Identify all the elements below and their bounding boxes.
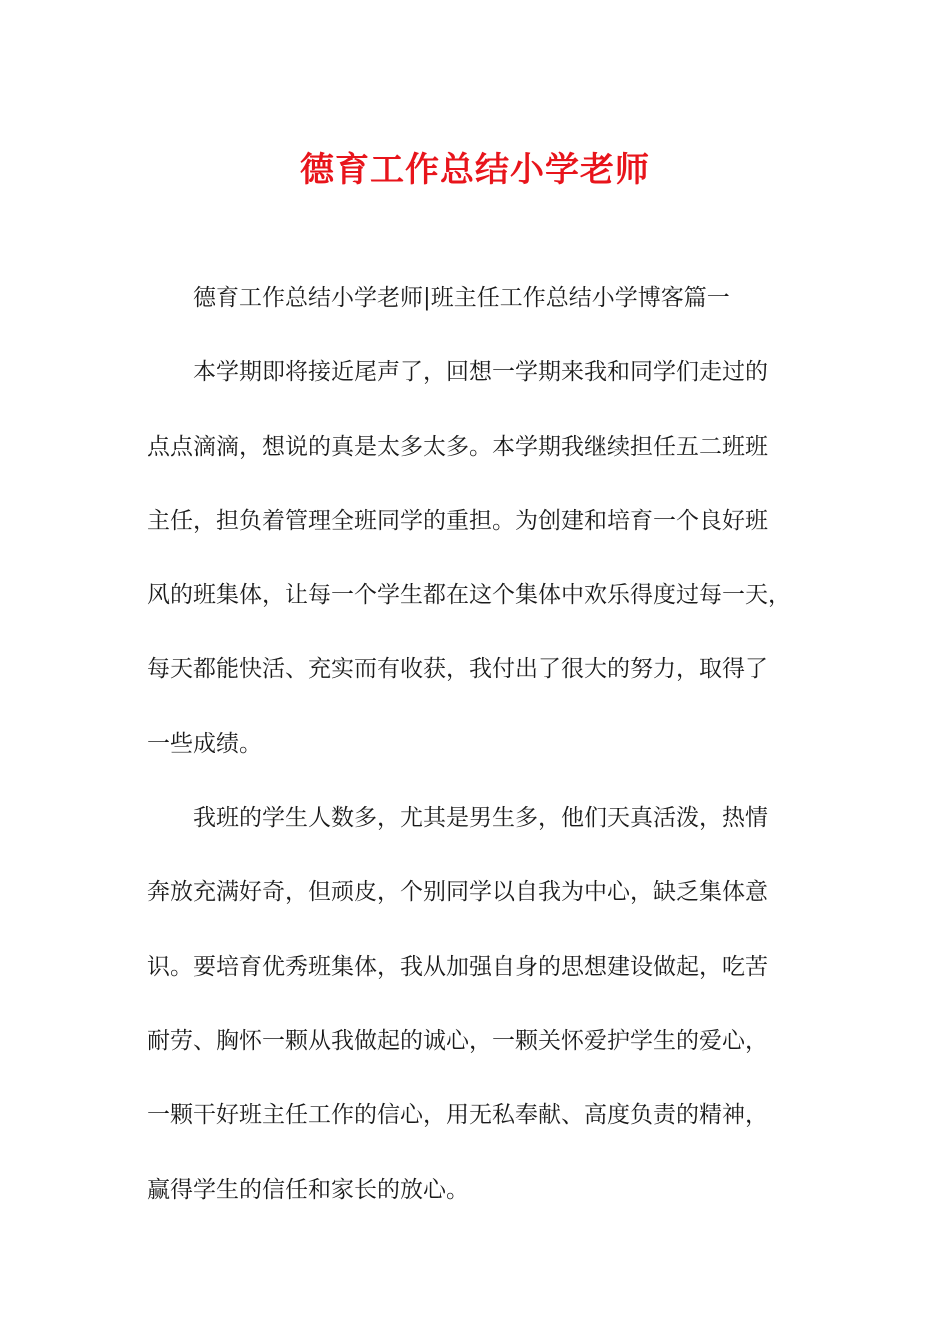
paragraph-line: 风的班集体，让每一个学生都在这个集体中欢乐得度过每一天，	[147, 582, 791, 609]
paragraph-line: 每天都能快活、充实而有收获，我付出了很大的努力，取得了	[147, 656, 768, 683]
paragraph-line: 点点滴滴，想说的真是太多太多。本学期我继续担任五二班班	[147, 433, 768, 460]
paragraph-line: 主任，担负着管理全班同学的重担。为创建和培育一个良好班	[147, 507, 768, 534]
paragraph-line: 赢得学生的信任和家长的放心。	[147, 1176, 469, 1203]
paragraph-line: 一颗干好班主任工作的信心，用无私奉献、高度负责的精神，	[147, 1102, 768, 1129]
document-title: 德育工作总结小学老师	[300, 150, 650, 190]
paragraph-line: 识。要培育优秀班集体，我从加强自身的思想建设做起，吃苦	[147, 953, 768, 980]
paragraph-line: 奔放充满好奇，但顽皮，个别同学以自我为中心，缺乏集体意	[147, 879, 768, 906]
subtitle-line: 德育工作总结小学老师|班主任工作总结小学博客篇一	[193, 285, 730, 311]
paragraph-line: 耐劳、胸怀一颗从我做起的诚心，一颗关怀爱护学生的爱心，	[147, 1027, 768, 1054]
paragraph-line: 本学期即将接近尾声了，回想一学期来我和同学们走过的	[193, 359, 768, 386]
paragraph-line: 一些成绩。	[147, 730, 262, 757]
document-body	[147, 280, 807, 1246]
paragraph-line: 我班的学生人数多，尤其是男生多，他们天真活泼，热情	[193, 805, 768, 832]
